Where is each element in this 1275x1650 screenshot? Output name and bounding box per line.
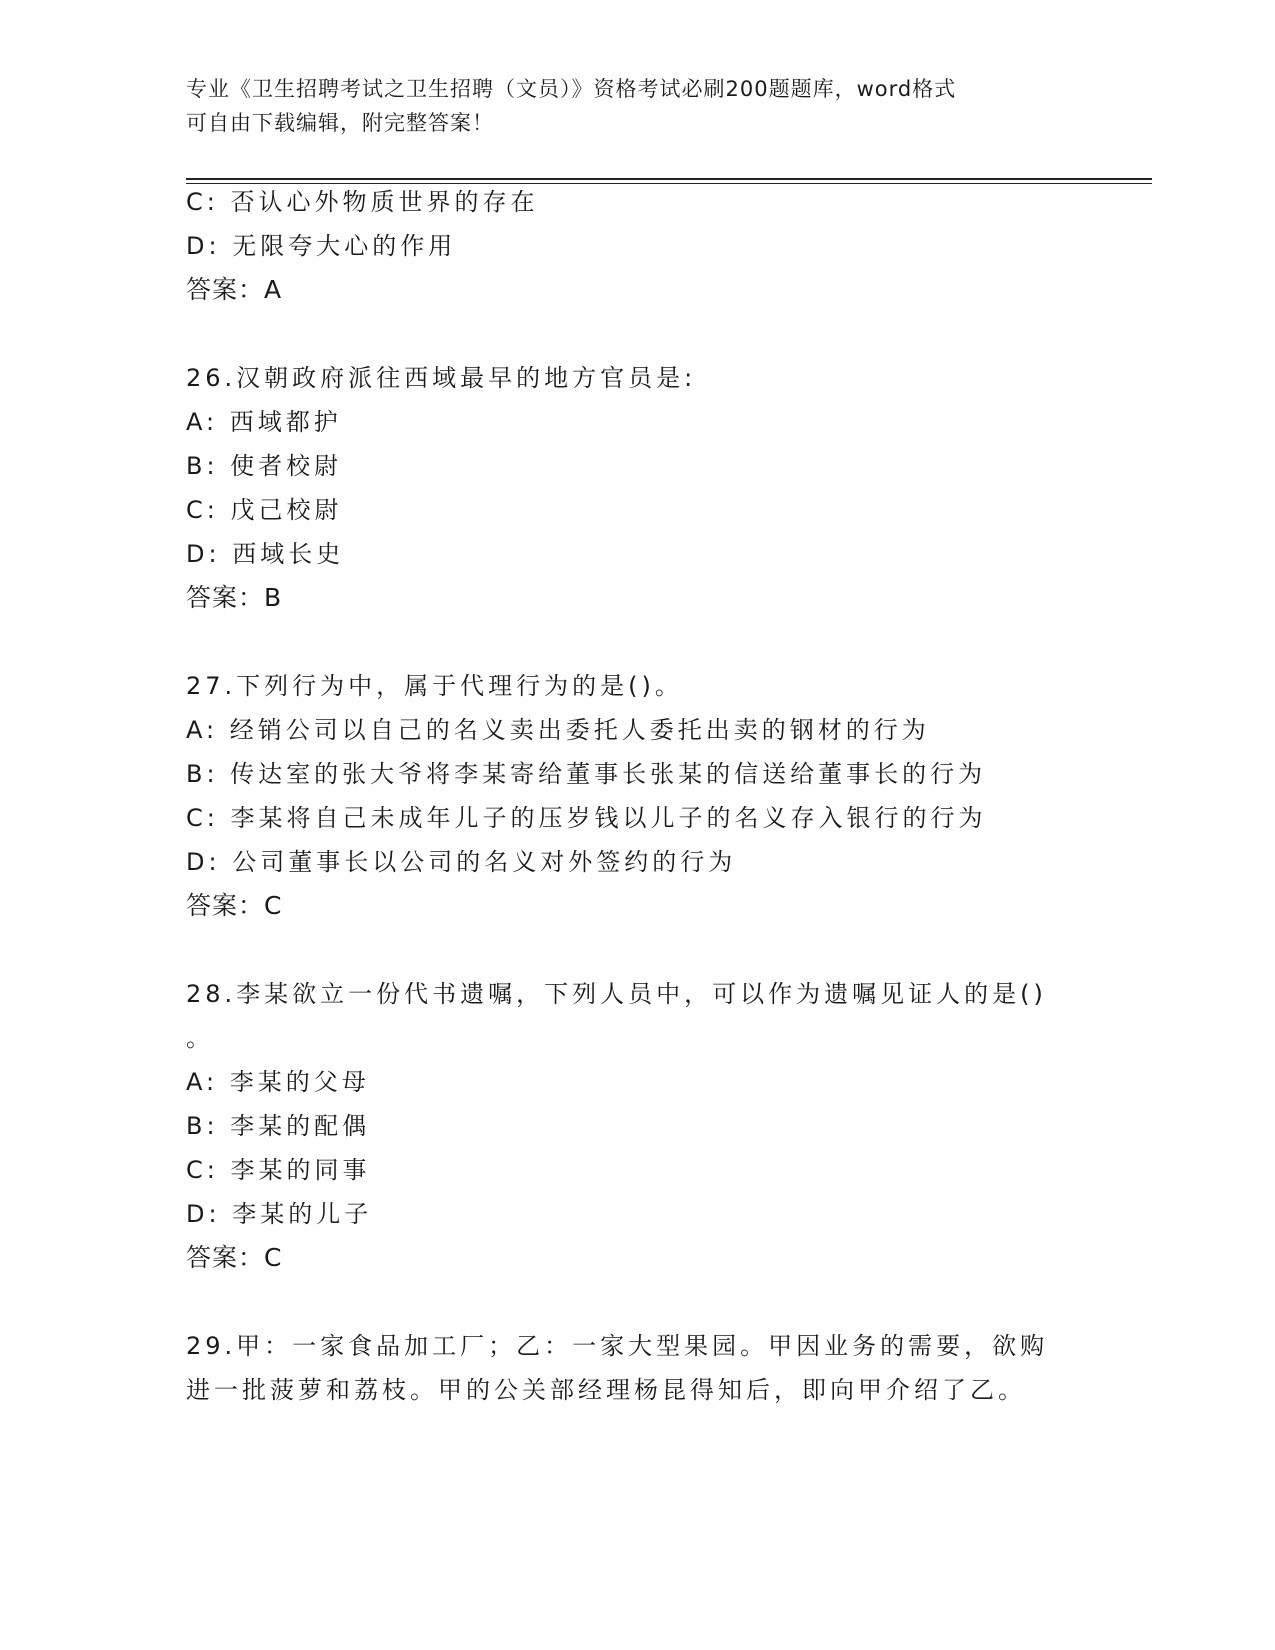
answer-value: B (264, 583, 283, 612)
question-27-answer (186, 889, 282, 923)
question-28-stem: 28.李某欲立一份代书遗嘱，下列人员中，可以作为遗嘱见证人的是() (186, 980, 1047, 1008)
question-26-stem: 26.汉朝政府派往西域最早的地方官员是: (186, 364, 697, 392)
prev-answer (186, 273, 282, 307)
question-28-stem-continued: 。 (186, 1024, 214, 1052)
answer-label: 答案： (186, 891, 265, 920)
question-28-option-c: C: 李某的同事 (186, 1156, 371, 1184)
question-26-option-b: B: 使者校尉 (186, 452, 343, 480)
question-28-option-d: D: 李某的儿子 (186, 1200, 373, 1228)
answer-label: 答案： (186, 275, 265, 304)
prev-option-d: D: 无限夸大心的作用 (186, 232, 457, 260)
question-29-stem: 29.甲：一家食品加工厂；乙：一家大型果园。甲因业务的需要，欲购 (186, 1332, 1049, 1360)
header-divider-thick (186, 178, 1152, 180)
question-28-option-a: A: 李某的父母 (186, 1068, 370, 1096)
document-header (186, 72, 1066, 140)
question-27-option-c: C: 李某将自己未成年儿子的压岁钱以儿子的名义存入银行的行为 (186, 804, 987, 832)
header-line-1: 专业《卫生招聘考试之卫生招聘（文员）》资格考试必刷200题题库，word格式 (186, 77, 957, 101)
question-27-option-a: A: 经销公司以自己的名义卖出委托人委托出卖的钢材的行为 (186, 716, 930, 744)
question-26-answer (186, 581, 282, 615)
question-26-option-d: D: 西域长史 (186, 540, 345, 568)
question-26-option-a: A: 西域都护 (186, 408, 342, 436)
answer-value: A (264, 275, 283, 304)
question-27-option-b: B: 传达室的张大爷将李某寄给董事长张某的信送给董事长的行为 (186, 760, 987, 788)
answer-label: 答案： (186, 583, 265, 612)
question-27-stem: 27.下列行为中，属于代理行为的是()。 (186, 672, 683, 700)
question-28-answer (186, 1241, 282, 1275)
question-28-option-b: B: 李某的配偶 (186, 1112, 371, 1140)
header-divider-thin (186, 183, 1152, 184)
header-line-2: 可自由下载编辑，附完整答案！ (186, 111, 494, 135)
answer-value: C (264, 1243, 283, 1272)
question-27-option-d: D: 公司董事长以公司的名义对外签约的行为 (186, 848, 737, 876)
prev-option-c: C: 否认心外物质世界的存在 (186, 188, 539, 216)
question-26-option-c: C: 戊己校尉 (186, 496, 343, 524)
answer-label: 答案： (186, 1243, 265, 1272)
question-29-stem-continued: 进一批菠萝和荔枝。甲的公关部经理杨昆得知后，即向甲介绍了乙。 (186, 1376, 1026, 1404)
answer-value: C (264, 891, 283, 920)
